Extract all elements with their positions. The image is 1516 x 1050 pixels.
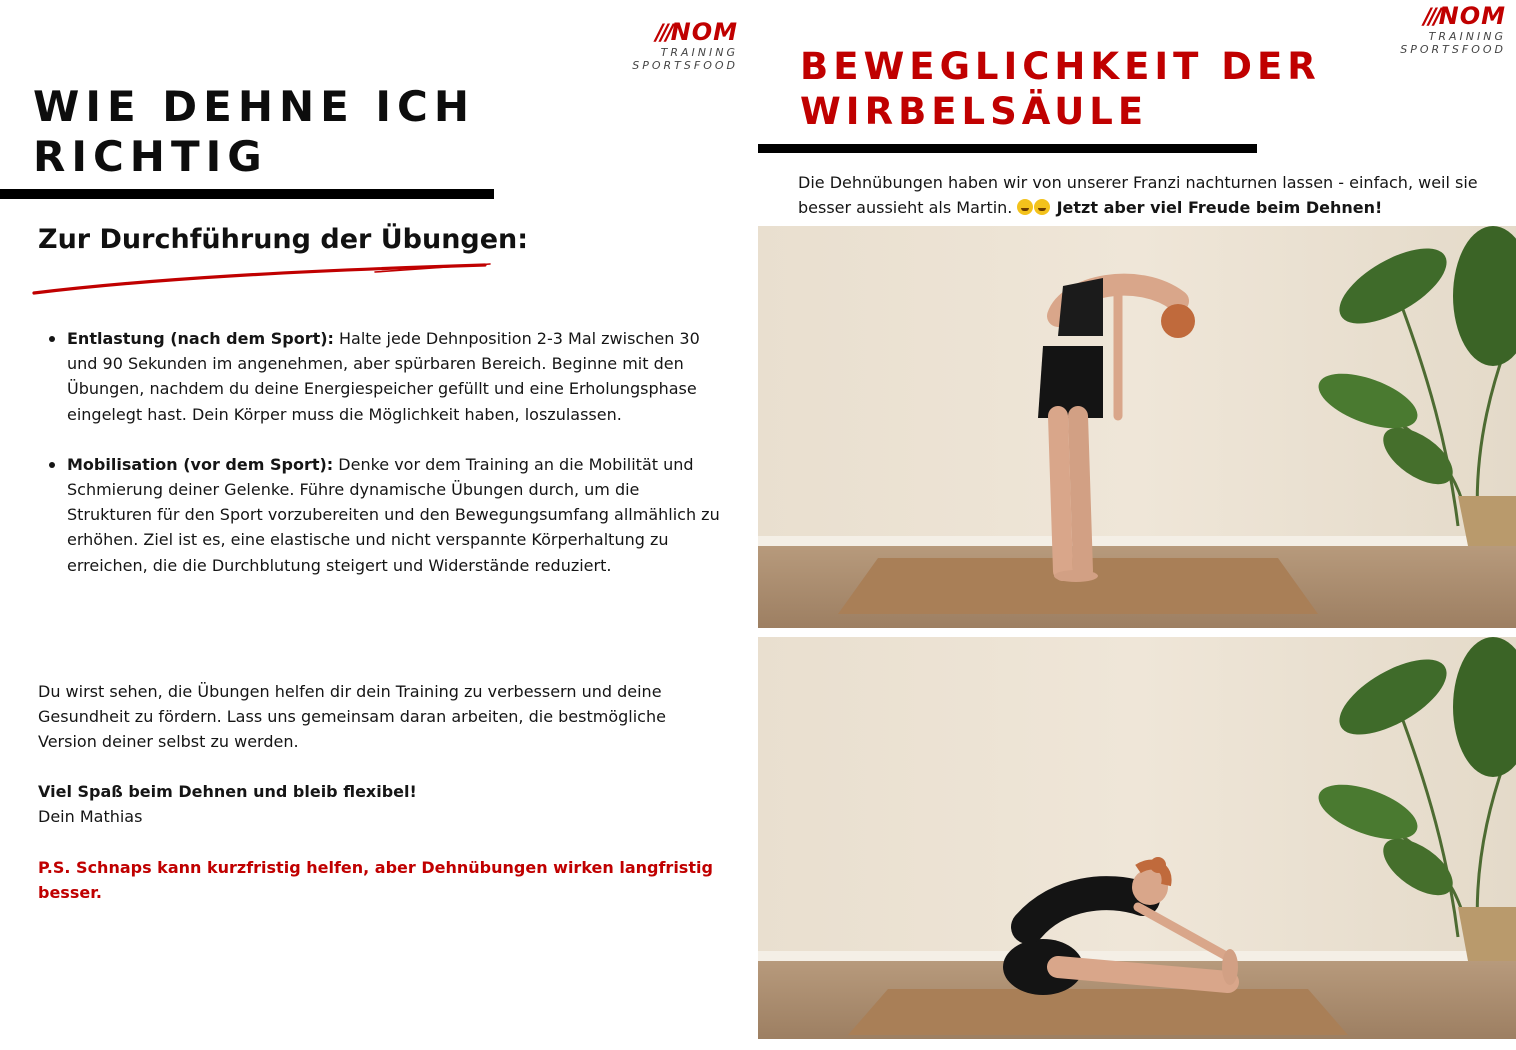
right-page [758,0,1516,1050]
title-underline-bar [758,144,1257,153]
logo-line-training: TRAINING [1428,30,1506,43]
photo-standing-forward-bend [758,226,1516,628]
logo-line-sportsfood: SPORTSFOOD [1400,43,1506,56]
section-subheading: Zur Durchführung der Übungen: [38,224,529,255]
list-item-text: Halte jede Dehnposition 2-3 Mal zwischen 30 und 90 Sekunden im angenehmen, aber spürbaren Bereich. Beginne mit den Übungen, nachdem du deine Energiespeicher gefüllt und eine Erholungsphase eingelegt hast. Dein Körper muss die Möglichkeit haben, loszulassen. [67,329,700,424]
list-item-label: Entlastung (nach dem Sport): [67,329,334,348]
photo-seated-forward-bend [758,637,1516,1039]
intro-paragraph [798,170,1488,220]
logo-line-sportsfood: SPORTSFOOD [632,59,738,72]
signoff-name: Dein Mathias [38,807,143,827]
logo-slashes: /// [655,21,671,46]
list-item-text: Denke vor dem Training an die Mobilität und Schmierung deiner Gelenke. Führe dynamische Übungen durch, um die Strukturen für den Sport vorzubereiten und den Bewegungsumfang allmählich zu erhöhen. Ziel ist es, eine elastische und nicht verspannte Körperhaltung zu erreichen, die die Durchblutung steigert und Widerstände reduziert. [67,454,720,575]
list-item [38,326,728,427]
nom-logo [1394,4,1506,55]
page-title: WIE DEHNE ICH RICHTIG [33,82,476,181]
title-underline-bar [0,189,494,199]
seated-stretch-illustration [758,637,1516,1039]
intro-highlight: Jetzt aber viel Freude beim Dehnen! [1056,198,1383,218]
laughing-emoji-icon [1017,199,1033,215]
list-item-label: Mobilisation (vor dem Sport): [67,454,334,474]
postscript: P.S. Schnaps kann kurzfristig helfen, aber Dehnübungen wirken langfristig besser. [38,858,713,903]
nom-logo [626,20,738,71]
logo-brand: NOM [1438,2,1506,30]
standing-stretch-illustration [758,226,1516,628]
signoff-motto: Viel Spaß beim Dehnen und bleib flexibel! [38,782,417,801]
red-brush-underline [30,255,495,297]
laughing-emoji-icon [1034,199,1050,215]
closing-paragraph: Du wirst sehen, die Übungen helfen dir dein Training zu verbessern und deine Gesundheit zu fördern. Lass uns gemeinsam daran arbeiten, die bestmögliche Version deiner selbst zu werden. [38,682,666,752]
signoff [38,779,728,829]
instruction-list [38,326,728,603]
section-title: BEWEGLICHKEIT DER WIRBELSÄULE [800,45,1321,133]
logo-line-training: TRAINING [660,46,738,59]
logo-slashes: /// [1423,5,1439,30]
logo-brand: NOM [670,18,738,46]
intro-text: Die Dehnübungen haben wir von unserer Franzi nachturnen lassen - einfach, weil sie besser aussieht als Martin. [798,173,1478,218]
list-item [38,452,728,578]
